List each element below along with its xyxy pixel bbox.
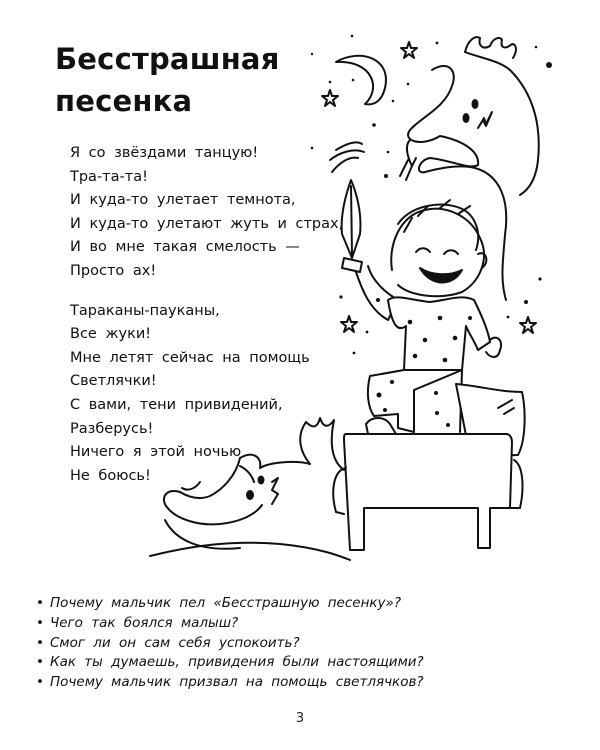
bullet-icon: • (36, 614, 44, 631)
poem-line: Разберусь! (70, 420, 154, 437)
poem-line: С вами, тени привидений, (70, 396, 283, 413)
question-text: Как ты думаешь, привидения были настоящими? (50, 654, 424, 671)
question-list (36, 594, 424, 693)
star-icon (520, 317, 536, 333)
poem-line: Тараканы-пауканы, (70, 302, 220, 319)
title-line: Бесстрашная (55, 42, 280, 76)
question-item (36, 614, 424, 634)
bullet-icon: • (36, 595, 44, 611)
poem-line: Не боюсь! (70, 467, 151, 484)
question-item (36, 634, 424, 654)
question-text: Почему мальчик пел «Бесстрашную песенку»? (50, 595, 402, 611)
question-text: Чего так боялся малыш? (50, 614, 239, 631)
poem-line: Я со звёздами танцую! (70, 145, 259, 161)
poem-line: Ничего я этой ночью (70, 444, 242, 461)
bed (333, 434, 522, 550)
question-item (36, 594, 424, 614)
poem-line: И во мне такая смелость — (70, 239, 300, 256)
star-icon (401, 42, 417, 58)
poem-line: И куда-то улетает темнота, (70, 192, 296, 209)
title-line: песенка (55, 84, 193, 118)
question-item (36, 673, 424, 693)
question-item (36, 653, 424, 673)
star-icon (322, 90, 338, 106)
page-title (55, 38, 280, 122)
bullet-icon: • (36, 654, 44, 671)
page-number: 3 (295, 711, 305, 726)
bullet-icon: • (36, 634, 44, 651)
poem-line: Просто ах! (70, 262, 157, 279)
poem-stanza (70, 300, 343, 489)
moon-icon (336, 56, 386, 105)
bullet-icon: • (36, 674, 44, 691)
poem-line: Светлячки! (70, 373, 157, 390)
poem-line: Мне летят сейчас на помощь (70, 349, 310, 366)
question-text: Смог ли он сам себя успокоить? (50, 634, 300, 651)
poem (70, 142, 343, 488)
star-icon (341, 316, 357, 332)
poem-line: Все жуки! (70, 326, 152, 343)
question-text: Почему мальчик призвал на помощь светлячков? (50, 674, 424, 691)
poem-line: И куда-то улетают жуть и страх, (70, 215, 344, 232)
poem-stanza (70, 142, 343, 284)
poem-line: Тра-та-та! (70, 168, 148, 185)
